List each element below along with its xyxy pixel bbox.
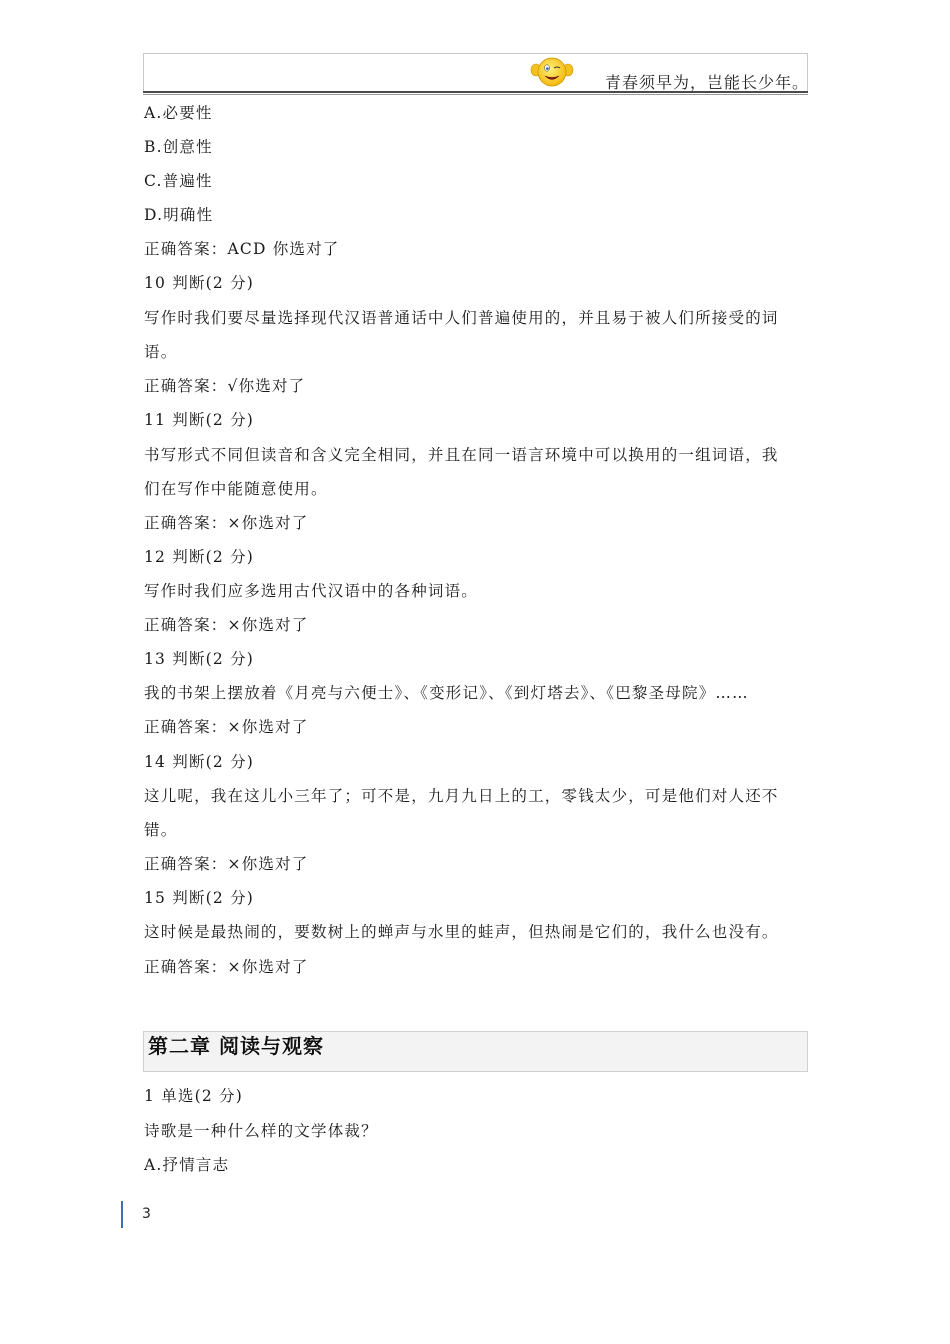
answer-line: 正确答案：ACD 你选对了 (144, 240, 340, 258)
waving-smiley-icon (528, 55, 576, 89)
page-number-bar (121, 1201, 123, 1228)
question-text: 这时候是最热闹的，要数树上的蝉声与水里的蛙声，但热闹是它们的，我什么也没有。 (144, 923, 779, 941)
answer-line: 正确答案：×你选对了 (144, 855, 309, 873)
question-text: 写作时我们要尽量选择现代汉语普通话中人们普遍使用的，并且易于被人们所接受的词 (144, 309, 779, 327)
question-header: 14 判断(2 分) (144, 753, 255, 771)
question-header: 10 判断(2 分) (144, 274, 255, 292)
header-motto: 青春须早为，岂能长少年。 (605, 73, 810, 92)
question-text: 我的书架上摆放着《月亮与六便士》、《变形记》、《到灯塔去》、《巴黎圣母院》…… (144, 684, 749, 702)
chapter-heading-box (143, 1031, 808, 1072)
question-text: 写作时我们应多选用古代汉语中的各种词语。 (144, 582, 479, 600)
answer-line: 正确答案：√你选对了 (144, 377, 306, 395)
question-text: 诗歌是一种什么样的文学体裁？ (144, 1122, 378, 1140)
question-text: 书写形式不同但读音和含义完全相同，并且在同一语言环境中可以换用的一组词语，我 (144, 446, 779, 464)
answer-line: 正确答案：×你选对了 (144, 958, 309, 976)
question-text: 错。 (144, 821, 178, 839)
option-d: D.明确性 (144, 206, 214, 224)
question-header: 15 判断(2 分) (144, 889, 255, 907)
question-header: 12 判断(2 分) (144, 548, 255, 566)
header-rule-thin (143, 94, 808, 95)
question-header: 11 判断(2 分) (144, 411, 255, 429)
page-number: 3 (142, 1206, 151, 1222)
question-header: 13 判断(2 分) (144, 650, 255, 668)
answer-line: 正确答案：×你选对了 (144, 514, 309, 532)
answer-line: 正确答案：×你选对了 (144, 616, 309, 634)
question-text: 这儿呢，我在这儿小三年了；可不是，九月九日上的工，零钱太少，可是他们对人还不 (144, 787, 779, 805)
option-c: C.普遍性 (144, 172, 213, 190)
question-text: 们在写作中能随意使用。 (144, 480, 328, 498)
option-b: B.创意性 (144, 138, 213, 156)
option-a: A.必要性 (144, 104, 213, 122)
question-header: 1 单选(2 分) (144, 1087, 243, 1105)
answer-line: 正确答案：×你选对了 (144, 718, 309, 736)
question-text: 语。 (144, 343, 178, 361)
option-a: A.抒情言志 (144, 1156, 230, 1174)
chapter-title: 第二章 阅读与观察 (148, 1034, 324, 1058)
